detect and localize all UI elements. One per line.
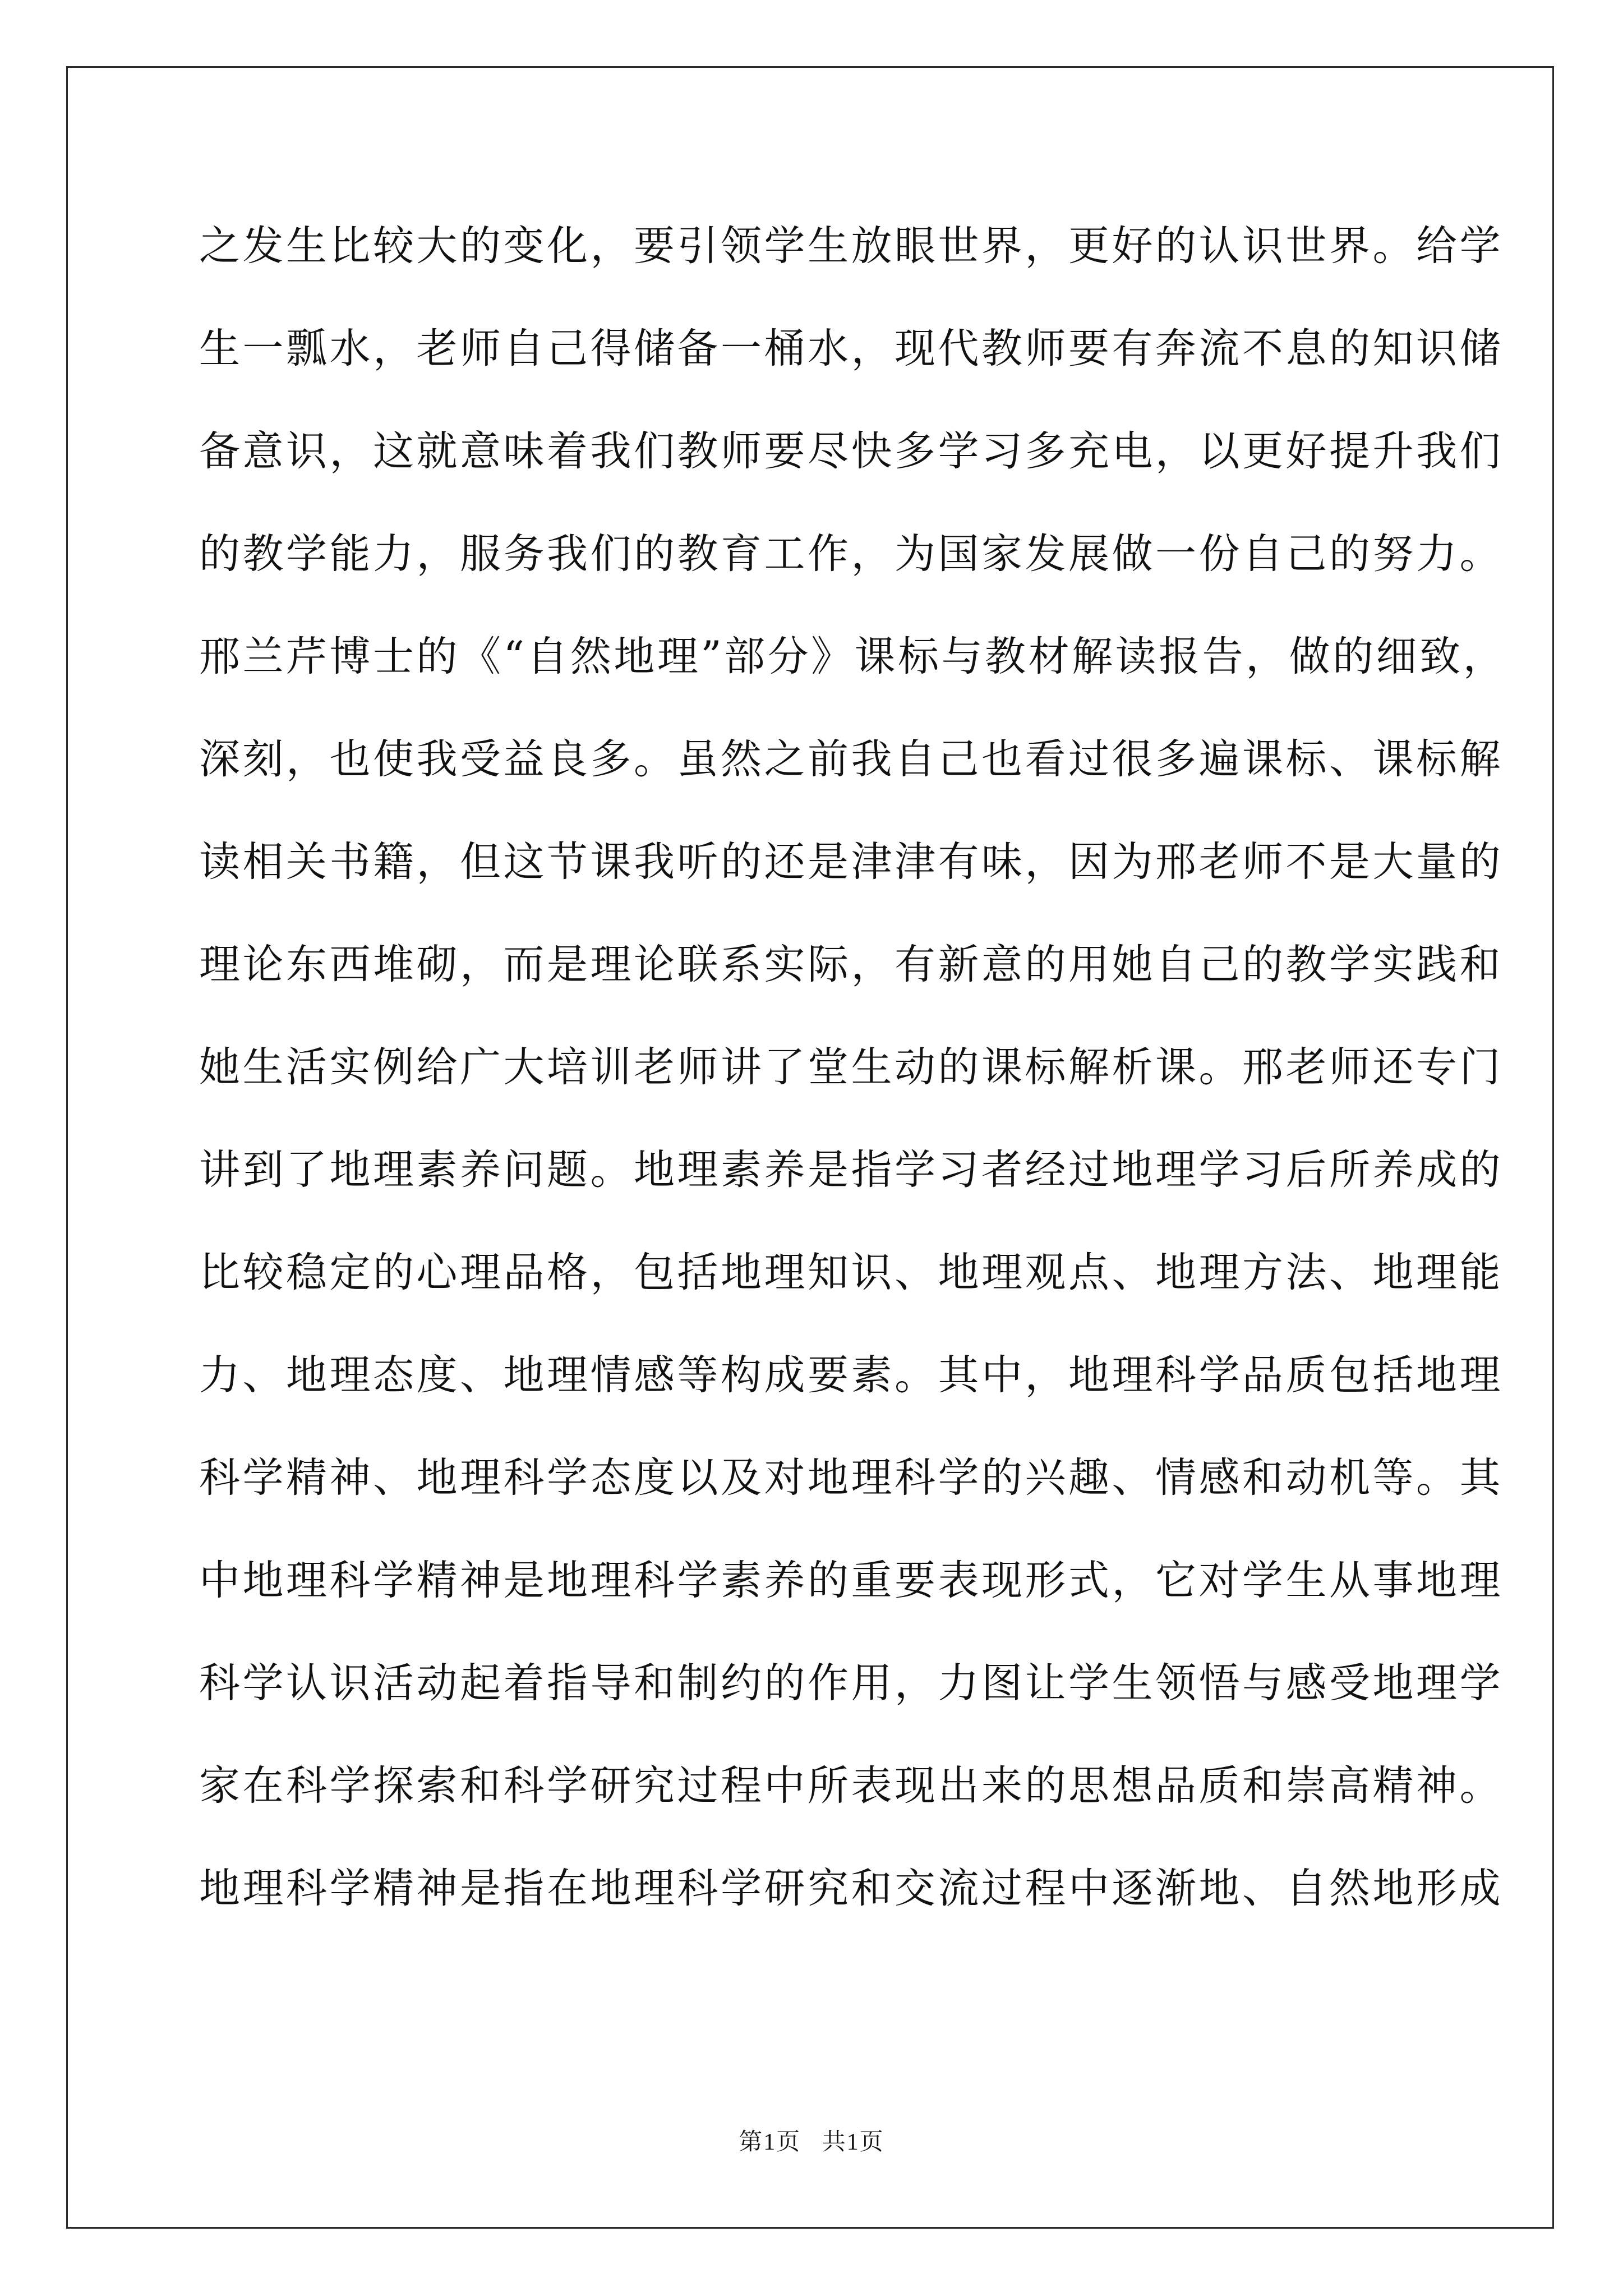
text-line: 理论东西堆砌，而是理论联系实际，有新意的用她自己的教学实践和 [199, 941, 1503, 988]
text-line: 中地理科学精神是地理科学素养的重要表现形式，它对学生从事地理 [199, 1557, 1503, 1604]
text-line: 家在科学探索和科学研究过程中所表现出来的思想品质和崇高精神。 [199, 1762, 1503, 1810]
text-line: 地理科学精神是指在地理科学研究和交流过程中逐渐地、自然地形成 [199, 1865, 1503, 1912]
text-line: 之发生比较大的变化，要引领学生放眼世界，更好的认识世界。给学 [199, 222, 1503, 270]
text-line: 比较稳定的心理品格，包括地理知识、地理观点、地理方法、地理能 [199, 1249, 1503, 1296]
text-line: 她生活实例给广大培训老师讲了堂生动的课标解析课。邢老师还专门 [199, 1043, 1503, 1091]
text-line: 科学认识活动起着指导和制约的作用，力图让学生领悟与感受地理学 [199, 1659, 1503, 1707]
document-body [199, 215, 1507, 1960]
text-line: 深刻，也使我受益良多。虽然之前我自己也看过很多遍课标、课标解 [199, 735, 1503, 783]
text-line: 读相关书籍，但这节课我听的还是津津有味，因为邢老师不是大量的 [199, 838, 1503, 886]
text-line: 的教学能力，服务我们的教育工作，为国家发展做一份自己的努力。 [199, 530, 1503, 578]
text-line: 邢兰芹博士的《“自然地理”部分》课标与教材解读报告，做的细致， [199, 633, 1507, 680]
text-line: 备意识，这就意味着我们教师要尽快多学习多充电，以更好提升我们 [199, 427, 1503, 475]
text-line: 讲到了地理素养问题。地理素养是指学习者经过地理学习后所养成的 [199, 1146, 1503, 1194]
text-line: 生一瓢水，老师自己得储备一桶水，现代教师要有奔流不息的知识储 [199, 325, 1503, 372]
text-line: 力、地理态度、地理情感等构成要素。其中，地理科学品质包括地理 [199, 1351, 1503, 1399]
page-number-footer: 第1页 共1页 [739, 2129, 884, 2155]
text-line: 科学精神、地理科学态度以及对地理科学的兴趣、情感和动机等。其 [199, 1454, 1503, 1502]
